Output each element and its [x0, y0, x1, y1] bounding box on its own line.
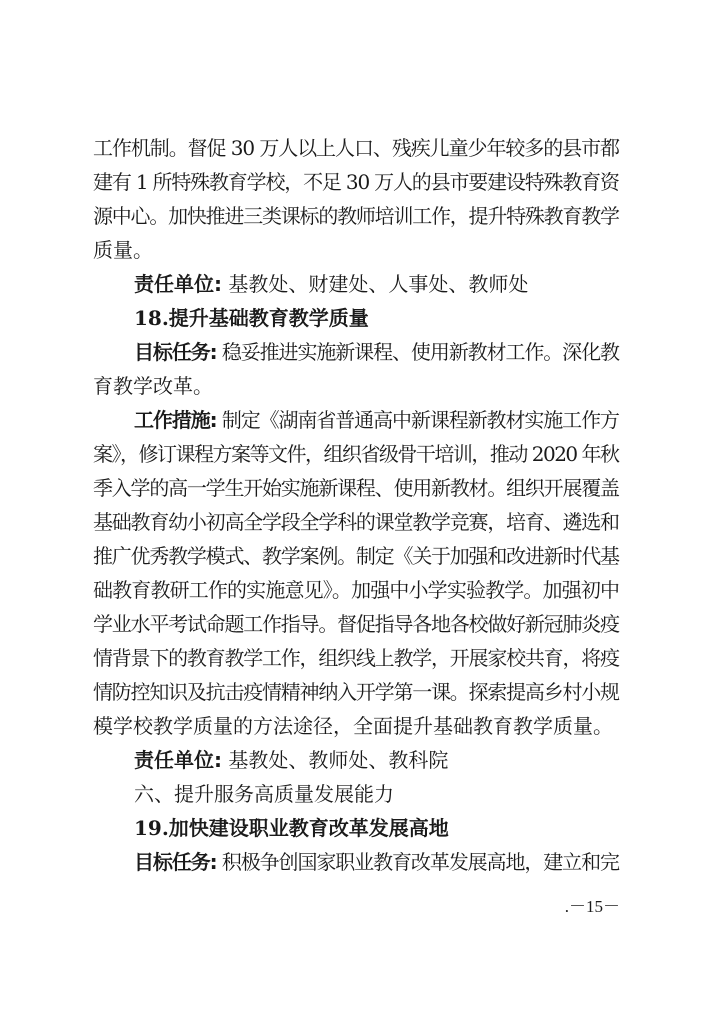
line-content [93, 369, 213, 403]
page-number: .－15－ [564, 897, 620, 916]
document-body [93, 131, 620, 879]
field-label: 责任单位: [134, 272, 222, 296]
line-text: 建有 1 所特殊教育学校，不足 30 万人的县市要建设特殊教育资 [93, 170, 619, 194]
text-line [93, 335, 620, 369]
line-text: 质量。 [93, 238, 153, 262]
text-line [93, 845, 620, 879]
line-content [93, 199, 619, 233]
text-line [93, 641, 620, 675]
line-text: 19.加快建设职业教育改革发展高地 [134, 816, 449, 840]
text-line [93, 165, 620, 199]
text-line [93, 403, 620, 437]
text-line [93, 709, 620, 743]
line-text: 推广优秀教学模式、教学案例。制定《关于加强和改进新时代基 [93, 544, 619, 568]
line-text: 18.提升基础教育教学质量 [134, 306, 369, 330]
line-content [93, 437, 618, 471]
line-content [93, 505, 619, 539]
line-text: 情防控知识及抗击疫情精神纳入开学第一课。探索提高乡村小规 [93, 680, 619, 704]
line-text: 六、提升服务高质量发展能力 [134, 782, 394, 806]
section-heading [93, 777, 620, 811]
text-line [93, 573, 620, 607]
text-line [93, 743, 620, 777]
line-text: 稳妥推进实施新课程、使用新教材工作。深化教 [216, 340, 619, 364]
line-content [93, 573, 619, 607]
line-text: 情背景下的教育教学工作，组织线上教学，开展家校共育，将疫 [93, 646, 619, 670]
line-text: 育教学改革。 [93, 374, 213, 398]
line-content [134, 845, 619, 879]
line-content [93, 131, 619, 165]
line-content [93, 539, 619, 573]
text-line [93, 199, 620, 233]
line-content [134, 777, 394, 811]
text-line [93, 539, 620, 573]
line-content [93, 165, 619, 199]
field-label: 目标任务: [134, 850, 217, 874]
line-text: 学业水平考试命题工作指导。督促指导各地各校做好新冠肺炎疫 [93, 612, 619, 636]
text-line [93, 471, 620, 505]
line-text: 制定《湖南省普通高中新课程新教材实施工作方 [216, 408, 619, 432]
line-text: 工作机制。督促 30 万人以上人口、残疾儿童少年较多的县市都 [93, 136, 619, 160]
line-text: 源中心。加快推进三类课标的教师培训工作，提升特殊教育教学 [93, 204, 619, 228]
line-text: 案》，修订课程方案等文件，组织省级骨干培训，推动 2020 年秋 [93, 442, 619, 466]
line-content [93, 233, 153, 267]
text-line [93, 437, 620, 471]
text-line [93, 267, 620, 301]
line-content [93, 675, 619, 709]
text-line [93, 131, 620, 165]
line-content [134, 267, 528, 301]
text-line [93, 675, 620, 709]
line-text: 季入学的高一学生开始实施新课程、使用新教材。组织开展覆盖 [93, 476, 619, 500]
line-content [134, 403, 619, 437]
line-text: 基教处、教师处、教科院 [222, 748, 449, 772]
line-content [134, 301, 369, 335]
text-line [93, 369, 620, 403]
text-line [93, 505, 620, 539]
line-text: 积极争创国家职业教育改革发展高地，建立和完 [216, 850, 619, 874]
line-text: 模学校教学质量的方法途径，全面提升基础教育教学质量。 [93, 714, 613, 738]
text-line [93, 607, 620, 641]
line-text: 基础教育幼小初高全学段全学科的课堂教学竞赛，培育、遴选和 [93, 510, 619, 534]
text-line [93, 233, 620, 267]
line-content [93, 607, 619, 641]
line-content [93, 709, 613, 743]
line-text: 基教处、财建处、人事处、教师处 [222, 272, 529, 296]
line-content [134, 335, 619, 369]
line-content [93, 471, 619, 505]
line-content [93, 641, 619, 675]
line-content [134, 811, 449, 845]
section-heading [93, 811, 620, 845]
field-label: 责任单位: [134, 748, 222, 772]
line-content [134, 743, 448, 777]
section-heading [93, 301, 620, 335]
field-label: 目标任务: [134, 340, 217, 364]
field-label: 工作措施: [134, 408, 217, 432]
line-text: 础教育教研工作的实施意见》。加强中小学实验教学。加强初中 [93, 578, 620, 602]
